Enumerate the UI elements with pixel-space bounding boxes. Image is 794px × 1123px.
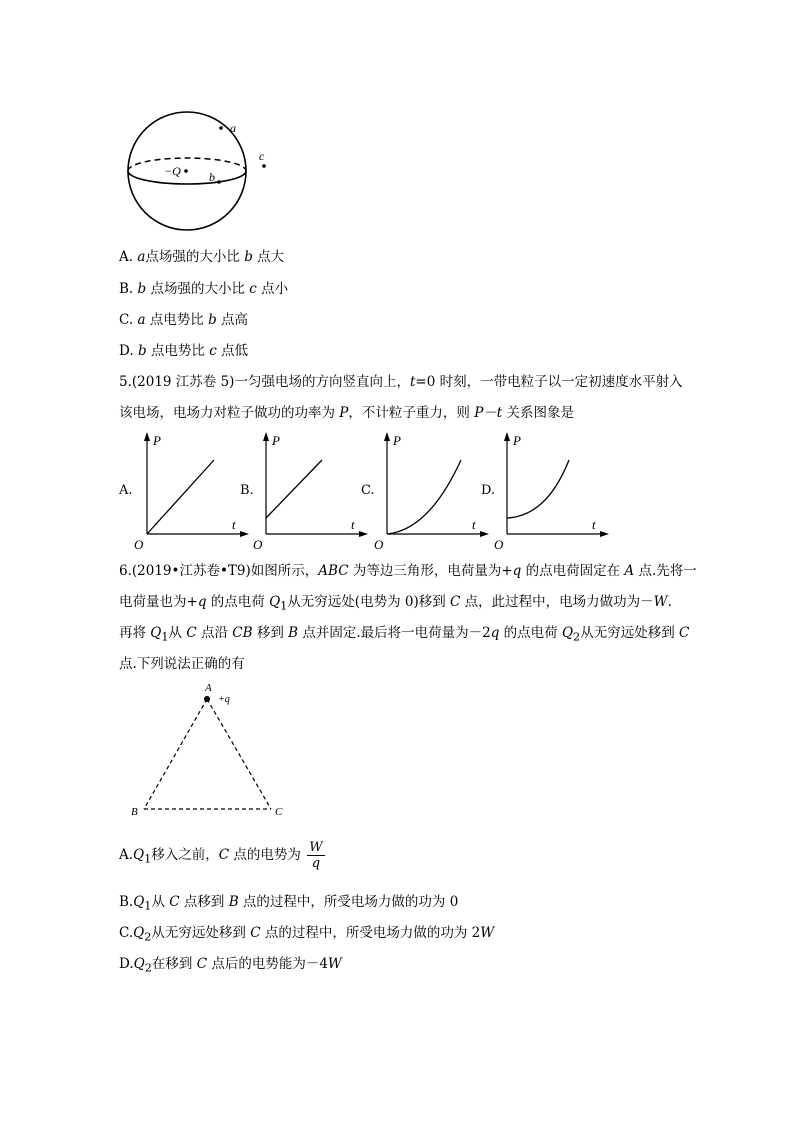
svg-text:t: t — [472, 517, 476, 532]
q4-option-d: D. b 点电势比 c 点低 — [119, 343, 249, 359]
graph-d-curve — [507, 460, 569, 518]
label-a: a — [230, 121, 236, 135]
svg-text:t: t — [351, 517, 355, 532]
equator-front — [128, 171, 246, 184]
vertex-b: B — [131, 806, 138, 818]
q6-stem-line4: 点.下列说法正确的有 — [119, 656, 245, 672]
triangle-figure — [125, 678, 295, 823]
graph-a-curve — [147, 460, 214, 534]
svg-text:P: P — [153, 433, 161, 448]
graph-b-curve — [266, 460, 322, 518]
label-c: c — [259, 149, 265, 163]
svg-text:P: P — [272, 433, 280, 448]
q6-option-b: $B.Q_1$从 C 点移到 B 点的过程中，所受电场力做的功为 0 — [119, 894, 459, 913]
graph-d — [491, 430, 611, 552]
q6-option-d: $D.Q_2$在移到 C 点后的电势能为－4W — [119, 956, 342, 975]
svg-text:t: t — [592, 517, 596, 532]
q5-stem-line1: 5.(2019 江苏卷 5)一匀强电场的方向竖直向上，t=0 时刻，一带电粒子以一定初速度水平射入 — [119, 374, 683, 390]
graph-c-curve — [387, 460, 461, 534]
svg-text:t: t — [232, 517, 236, 532]
graph-c-label: C. — [361, 483, 375, 498]
q4-option-a: A. a点场强的大小比 b 点大 — [119, 249, 285, 265]
label-q: −Q — [164, 164, 181, 178]
label-b: b — [209, 170, 215, 184]
q6-stem-line2: 电荷量也为+q 的点电荷 $Q_1$从无穷远处(电势为 0)移到 C 点，此过程中，电场力做功为－W. — [119, 594, 672, 613]
svg-text:O: O — [253, 537, 263, 552]
sphere-figure — [118, 108, 278, 238]
graph-b-label: B. — [240, 483, 254, 498]
fraction-w-over-q: $\frac{W}{q}$ — [309, 840, 323, 871]
q6-stem-line1: 6.(2019•江苏卷•T9)如图所示，ABC 为等边三角形，电荷量为+q 的点电荷固定在 A 点.先将一 — [119, 563, 697, 579]
svg-text:P: P — [393, 433, 401, 448]
graph-d-label: D. — [481, 483, 496, 498]
point-q — [184, 169, 188, 173]
equator-back — [128, 158, 246, 171]
vertex-c: C — [275, 806, 283, 818]
svg-text:O: O — [494, 537, 504, 552]
charge-dot — [204, 696, 210, 702]
q6-option-c: $C.Q_2$从无穷远处移到 C 点的过程中，所受电场力做的功为 2W — [119, 925, 495, 944]
q4-option-b: B. b 点场强的大小比 c 点小 — [119, 281, 289, 297]
svg-text:O: O — [374, 537, 384, 552]
q5-stem-line2: 该电场，电场力对粒子做功的功率为 P，不计粒子重力，则 P－t 关系图象是 — [119, 405, 574, 421]
graph-b — [250, 430, 370, 552]
charge-label: +q — [218, 694, 230, 705]
svg-text:P: P — [513, 433, 521, 448]
point-a — [219, 126, 223, 130]
point-c — [262, 164, 266, 168]
vertex-a: A — [205, 682, 212, 694]
q6-option-a: $A.Q_1$移入之前，C 点的电势为 $\frac{W}{q}$ — [119, 840, 323, 871]
svg-text:O: O — [134, 537, 144, 552]
graph-a — [131, 430, 251, 552]
graph-c — [371, 430, 491, 552]
q4-option-c: C. a 点电势比 b 点高 — [119, 312, 249, 328]
q6-stem-line3: 再将 $Q_1$从 C 点沿 CB 移到 B 点并固定.最后将一电荷量为－2q 的点电荷 $Q_2$从无穷远处移到 C — [119, 625, 690, 644]
graph-a-label: A. — [119, 483, 133, 498]
point-b — [217, 180, 221, 184]
